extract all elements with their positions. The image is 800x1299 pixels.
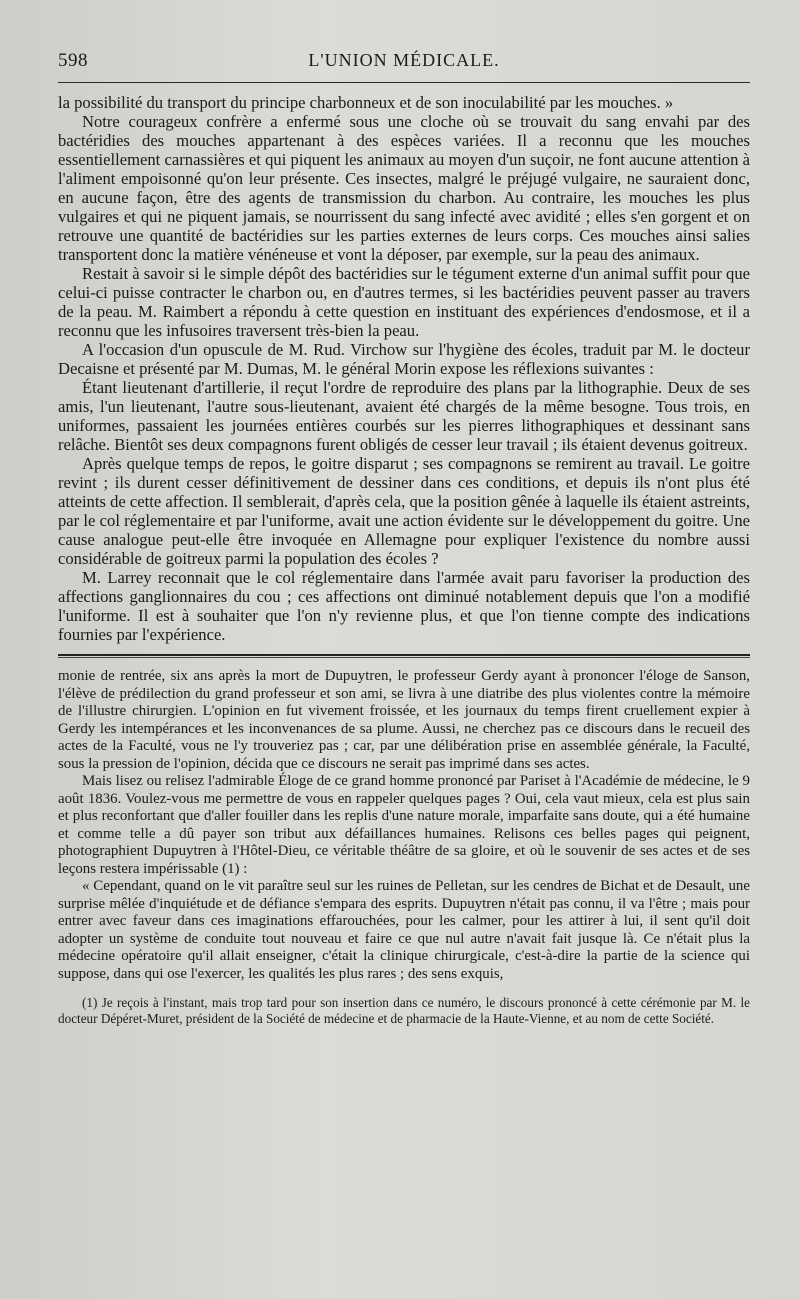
paragraph: A l'occasion d'un opuscule de M. Rud. Virchow sur l'hygiène des écoles, traduit par M. le docteur Decaisne et présenté par M. Dumas, M. le général Morin expose les réflexions suivantes :	[58, 340, 750, 378]
paragraph: Étant lieutenant d'artillerie, il reçut l'ordre de reproduire des plans par la lithographie. Deux de ses amis, l'un lieutenant, l'autre sous-lieutenant, avaient été chargés de la même besogne. Tous trois, en uniformes, passaient les journées entières courbés sur les pierres lithographiques et dessinant sans relâche. Bientôt ses deux compagnons furent obligés de cesser leur travail ; ils étaient devenus goitreux.	[58, 378, 750, 454]
feuilleton-separator	[58, 654, 750, 658]
paragraph: Restait à savoir si le simple dépôt des bactéridies sur le tégument externe d'un animal suffit pour que celui-ci puisse contracter le charbon ou, en d'autres termes, si les bactéridies peuvent passer au travers de la peau. M. Raimbert a répondu à cette question en instituant des expériences d'endosmose, et il a reconnu que les infusoires traversent très-bien la peau.	[58, 264, 750, 340]
header-rule	[58, 82, 750, 83]
running-title: L'UNION MÉDICALE.	[308, 50, 500, 70]
paragraph: Mais lisez ou relisez l'admirable Éloge de ce grand homme prononcé par Pariset à l'Académie de médecine, le 9 août 1836. Voulez-vous me permettre de vous en rappeler quelques pages ? Oui, cela vaut mieux, cela est plus sain et plus reconfortant que d'aller fouiller dans les replis d'une nature morale, imparfaite sans doute, qui a été humaine et comme telle a dû payer son tribut aux défaillances humaines. Relisons ces belles pages qui peignent, photographient Dupuytren à l'Hôtel-Dieu, ce véritable théâtre de sa gloire, et où le souvenir de ses actes et de ses leçons restera impérissable (1) :	[58, 773, 750, 877]
main-column	[58, 93, 750, 644]
paragraph: « Cependant, quand on le vit paraître seul sur les ruines de Pelletan, sur les cendres de Bichat et de Desault, une surprise mêlée d'inquiétude et de défiance s'empara des esprits. Dupuytren n'était pas connu, il va l'être ; mais pour entrer avec faveur dans ces imaginations effarouchées, pour les calmer, pour les attirer à lui, il sent qu'il doit adopter un système de conduite tout nouveau et faire ce que nul autre n'avait fait jusque là. Ce n'était plus la médecine opératoire qu'il allait enseigner, c'était la clinique chirurgicale, c'est-à-dire la partie de la science qui suppose, dans qui ose l'exercer, les qualités les plus rares ; des sens exquis,	[58, 878, 750, 982]
paragraph: Notre courageux confrère a enfermé sous une cloche où se trouvait du sang envahi par des bactéridies des mouches appartenant à des espèces variées. Il a reconnu que les mouches essentiellement carnassières et qui piquent les animaux au moyen d'un suçoir, ne font aucune attention à l'aliment empoisonné qu'on leur présente. Ces insectes, malgré le préjugé vulgaire, ne sauraient donc, en aucune façon, être des agents de transmission du charbon. Au contraire, les mouches les plus vulgaires et qui ne piquent jamais, se nourrissent du sang infecté avec avidité ; elles s'en gorgent et on retrouve une quantité de bactéridies sur les parties externes de leurs corps. Ces mouches ainsi salies transportent donc la matière vénéneuse et vont la déposer, par exemple, sur la peau des animaux.	[58, 112, 750, 264]
footnote: (1) Je reçois à l'instant, mais trop tard pour son insertion dans ce numéro, le discours prononcé à cette cérémonie par M. le docteur Dépéret-Muret, président de la Société de médecine et de pharmacie de la Haute-Vienne, et au nom de cette Société.	[58, 995, 750, 1026]
feuilleton-column	[58, 668, 750, 983]
paragraph: monie de rentrée, six ans après la mort de Dupuytren, le professeur Gerdy ayant à prononcer l'éloge de Sanson, l'élève de prédilection du grand professeur et son ami, se livra à une diatribe des plus violentes contre la mémoire de l'illustre chirurgien. L'opinion en fut vivement froissée, et les journaux du temps firent cruellement expier à Gerdy les intempérances et les inconvenances de sa plume. Aussi, ne cherchez pas ce discours dans le recueil des actes de la Faculté, vous ne l'y trouveriez pas ; car, par une délibération prise en assemblée générale, la Faculté, sous la pression de l'opinion, décida que ce discours ne serait pas imprimé dans ses actes.	[58, 668, 750, 772]
paragraph: la possibilité du transport du principe charbonneux et de son inoculabilité par les mouches. »	[58, 93, 674, 112]
page-header	[58, 50, 750, 76]
paragraph: M. Larrey reconnait que le col réglementaire dans l'armée avait paru favoriser la production des affections ganglionnaires du cou ; ces affections ont diminué notablement depuis que l'on a modifié l'uniforme. Il est à souhaiter que l'on n'y revienne plus, et que l'on tienne compte des indications fournies par l'expérience.	[58, 568, 750, 644]
page-number: 598	[58, 50, 88, 71]
paragraph: Après quelque temps de repos, le goitre disparut ; ses compagnons se remirent au travail. Le goitre revint ; ils durent cesser définitivement de dessiner dans ces conditions, et depuis ils n'ont plus été atteints de cette affection. Il semblerait, d'après cela, que la position gênée à laquelle ils étaient astreints, par le col réglementaire et par l'uniforme, avait une action évidente sur le développement du goitre. Une cause analogue peut-elle être invoquée en Allemagne pour expliquer l'existence du nombre aussi considérable de goitreux parmi la population des écoles ?	[58, 454, 750, 568]
